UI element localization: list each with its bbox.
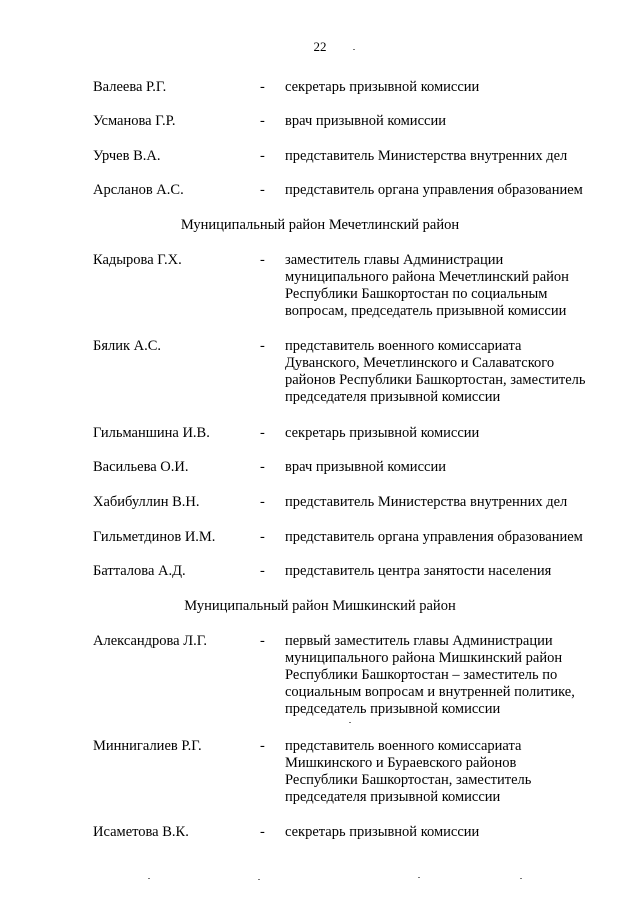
member-name: Валеева Р.Г. bbox=[93, 79, 167, 95]
member-name: Арсланов А.С. bbox=[93, 182, 184, 198]
dash-separator: - bbox=[260, 338, 265, 354]
dash-separator: - bbox=[260, 459, 265, 475]
dash-separator: - bbox=[260, 529, 265, 545]
member-name: Гильметдинов И.М. bbox=[93, 529, 216, 545]
scan-speck bbox=[353, 49, 355, 50]
member-role: секретарь призывной комиссии bbox=[285, 79, 480, 95]
dash-separator: - bbox=[260, 182, 265, 198]
page-number: 22 bbox=[313, 39, 327, 54]
member-role: первый заместитель главы Администрации муниципального района Мишкинский район Республики Башкортостан – заместитель по социальным вопросам и внутренней политике, председатель призывной комиссии bbox=[285, 633, 575, 717]
member-name: Александрова Л.Г. bbox=[93, 633, 208, 649]
member-role: представитель военного комиссариата Дуванского, Мечетлинского и Салаватского районов Республики Башкортостан, заместитель председателя призывной комиссии bbox=[285, 338, 586, 405]
member-role: заместитель главы Администрации муниципального района Мечетлинский район Республики Башкортостан по социальным вопросам, председатель призывной комиссии bbox=[285, 252, 569, 319]
member-name: Исаметова В.К. bbox=[93, 824, 189, 840]
member-name: Бялик А.С. bbox=[93, 338, 162, 354]
member-role: представитель военного комиссариата Мишкинского и Бураевского районов Республики Башкортостан, заместитель председателя призывной комиссии bbox=[285, 738, 532, 805]
member-role: врач призывной комиссии bbox=[285, 113, 446, 129]
dash-separator: - bbox=[260, 824, 265, 840]
dash-separator: - bbox=[260, 494, 265, 510]
member-name: Кадырова Г.Х. bbox=[93, 252, 182, 268]
member-role: представитель центра занятости населения bbox=[285, 563, 552, 579]
member-role: представитель Министерства внутренних дел bbox=[285, 148, 568, 164]
member-name: Батталова А.Д. bbox=[93, 563, 186, 579]
member-role: секретарь призывной комиссии bbox=[285, 425, 480, 441]
member-name: Миннигалиев Р.Г. bbox=[93, 738, 202, 754]
member-role: представитель органа управления образованием bbox=[285, 529, 583, 545]
dash-separator: - bbox=[260, 738, 265, 754]
scan-speck bbox=[148, 878, 150, 879]
scan-speck bbox=[349, 722, 351, 723]
section-heading: Муниципальный район Мишкинский район bbox=[184, 598, 456, 614]
dash-separator: - bbox=[260, 252, 265, 268]
dash-separator: - bbox=[260, 425, 265, 441]
member-role: представитель Министерства внутренних дел bbox=[285, 494, 568, 510]
member-name: Васильева О.И. bbox=[93, 459, 189, 475]
section-heading: Муниципальный район Мечетлинский район bbox=[180, 217, 460, 233]
member-name: Усманова Г.Р. bbox=[93, 113, 176, 129]
member-role: секретарь призывной комиссии bbox=[285, 824, 480, 840]
dash-separator: - bbox=[260, 148, 265, 164]
dash-separator: - bbox=[260, 113, 265, 129]
dash-separator: - bbox=[260, 633, 265, 649]
dash-separator: - bbox=[260, 79, 265, 95]
scan-speck bbox=[520, 878, 522, 879]
scan-speck bbox=[418, 877, 420, 878]
member-name: Хабибуллин В.Н. bbox=[93, 494, 200, 510]
member-name: Урчев В.А. bbox=[93, 148, 161, 164]
member-role: представитель органа управления образованием bbox=[285, 182, 583, 198]
dash-separator: - bbox=[260, 563, 265, 579]
member-name: Гильманшина И.В. bbox=[93, 425, 210, 441]
member-role: врач призывной комиссии bbox=[285, 459, 446, 475]
scan-speck bbox=[258, 879, 260, 880]
